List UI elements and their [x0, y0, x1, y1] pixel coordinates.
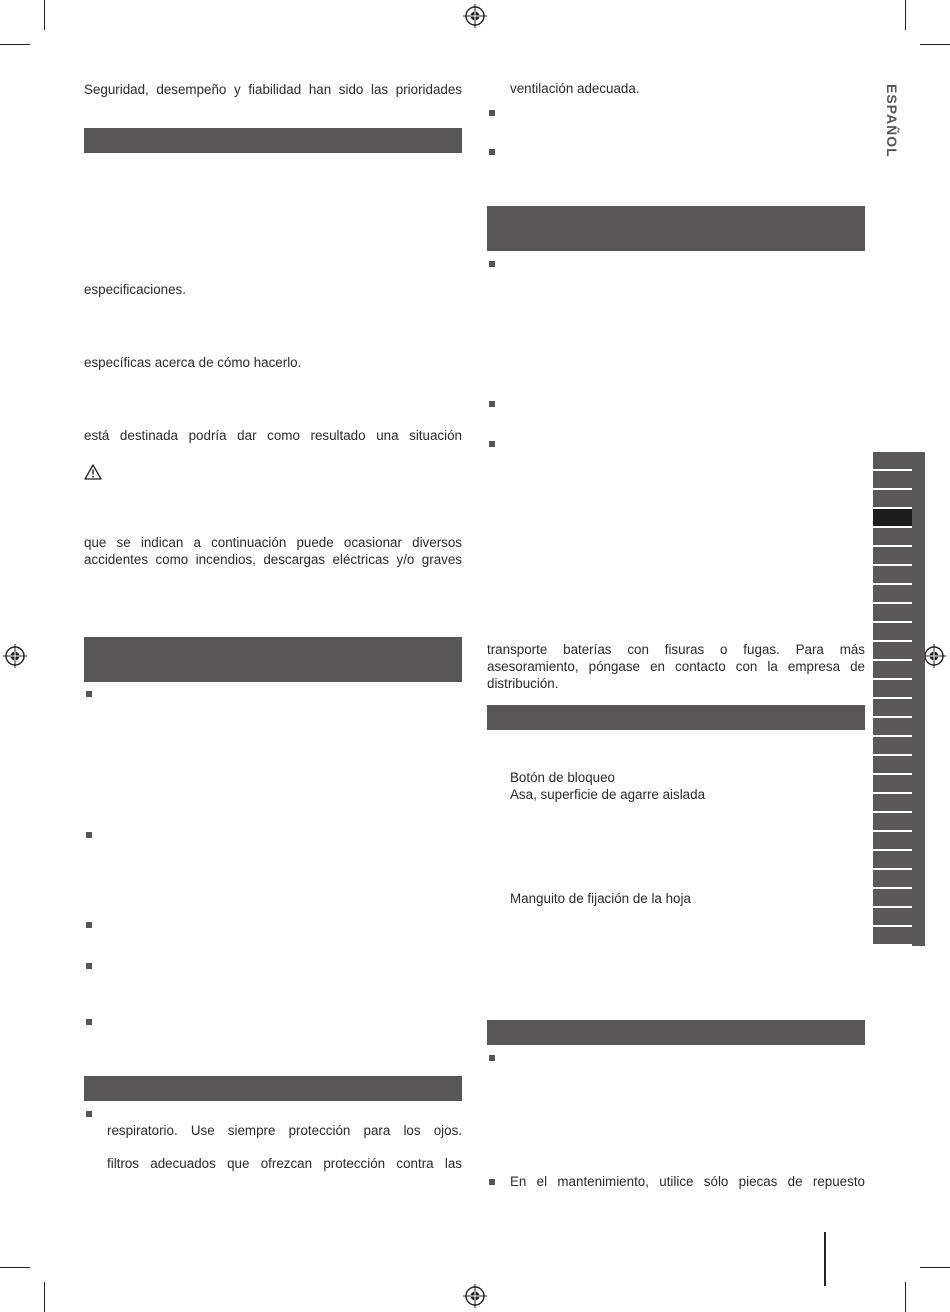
language-tab[interactable] — [873, 490, 912, 509]
language-tab[interactable] — [873, 623, 912, 642]
language-tab[interactable] — [873, 642, 912, 661]
language-tab-active[interactable] — [873, 509, 912, 528]
body-text-line: accidentes como incendios, descargas eléctricas y/o graves — [84, 552, 462, 567]
bullet-marker — [86, 832, 92, 838]
language-tab[interactable] — [873, 908, 912, 927]
language-tab[interactable] — [873, 528, 912, 547]
body-text-line: específicas acerca de cómo hacerlo. — [84, 355, 302, 370]
body-text-line: especificaciones. — [84, 282, 186, 297]
language-tab-frame — [912, 452, 925, 946]
section-header-bar — [84, 128, 462, 153]
bullet-marker — [86, 922, 92, 928]
language-tab[interactable] — [873, 585, 912, 604]
language-tab[interactable] — [873, 851, 912, 870]
language-tab[interactable] — [873, 927, 912, 946]
bullet-marker — [86, 1019, 92, 1025]
language-tab[interactable] — [873, 870, 912, 889]
crop-mark — [0, 44, 30, 45]
language-tab[interactable] — [873, 756, 912, 775]
section-header-bar — [84, 1076, 462, 1101]
bullet-marker — [489, 441, 495, 447]
language-tab[interactable] — [873, 604, 912, 623]
bullet-marker — [489, 1179, 495, 1185]
body-text-line: que se indican a continuación puede ocasionar diversos — [84, 535, 462, 550]
language-tab[interactable] — [873, 452, 912, 471]
language-tab[interactable] — [873, 680, 912, 699]
body-text-line: asesoramiento, póngase en contacto con la empresa de — [487, 659, 865, 674]
parts-list-item: Botón de bloqueo — [510, 770, 615, 785]
body-text-line: distribución. — [487, 676, 559, 691]
body-text-line: Seguridad, desempeño y fiabilidad han sido las prioridades — [84, 82, 462, 97]
bullet-marker — [489, 110, 495, 116]
section-header-bar — [487, 705, 865, 730]
body-text-line: respiratorio. Use siempre protección para los ojos. — [107, 1123, 462, 1138]
language-tab[interactable] — [873, 699, 912, 718]
language-tab[interactable] — [873, 794, 912, 813]
bullet-marker — [489, 401, 495, 407]
body-text-line: ventilación adecuada. — [510, 81, 640, 96]
crop-mark — [44, 1282, 45, 1312]
registration-mark-icon — [3, 644, 27, 668]
crop-mark — [920, 44, 950, 45]
bullet-marker — [489, 261, 495, 267]
registration-mark-icon — [922, 644, 946, 668]
language-tab[interactable] — [873, 547, 912, 566]
crop-mark — [905, 1282, 906, 1312]
crop-mark — [0, 1267, 30, 1268]
parts-list-item: Manguito de fijación de la hoja — [510, 891, 691, 906]
language-tab[interactable] — [873, 775, 912, 794]
bullet-marker — [86, 963, 92, 969]
language-tab[interactable] — [873, 813, 912, 832]
language-label-text: ESPAÑOL — [884, 84, 900, 158]
bullet-marker — [86, 1111, 92, 1117]
language-side-label — [878, 84, 902, 164]
body-text-line: filtros adecuados que ofrezcan protección contra las — [107, 1156, 462, 1171]
language-tab[interactable] — [873, 566, 912, 585]
language-tab[interactable] — [873, 471, 912, 490]
section-header-bar — [487, 1020, 865, 1045]
warning-triangle-icon — [84, 464, 102, 480]
parts-list-item: Asa, superficie de agarre aislada — [510, 787, 706, 802]
language-tab[interactable] — [873, 889, 912, 908]
section-header-bar — [84, 637, 462, 682]
section-header-bar — [487, 206, 865, 251]
body-text-line: está destinada podría dar como resultado una situación — [84, 428, 462, 443]
bullet-marker — [489, 1055, 495, 1061]
language-tab[interactable] — [873, 661, 912, 680]
language-tab[interactable] — [873, 718, 912, 737]
language-tab[interactable] — [873, 832, 912, 851]
registration-mark-icon — [463, 4, 487, 28]
body-text-line: En el mantenimiento, utilice sólo piecas de repuesto — [510, 1174, 865, 1189]
body-text-line: transporte baterías con fisuras o fugas. Para más — [487, 642, 865, 657]
bullet-marker — [489, 149, 495, 155]
bullet-marker — [86, 691, 92, 697]
page-number-rule — [824, 1232, 826, 1286]
registration-mark-icon — [463, 1284, 487, 1308]
crop-mark — [44, 0, 45, 30]
language-tab[interactable] — [873, 737, 912, 756]
crop-mark — [905, 0, 906, 30]
crop-mark — [920, 1267, 950, 1268]
